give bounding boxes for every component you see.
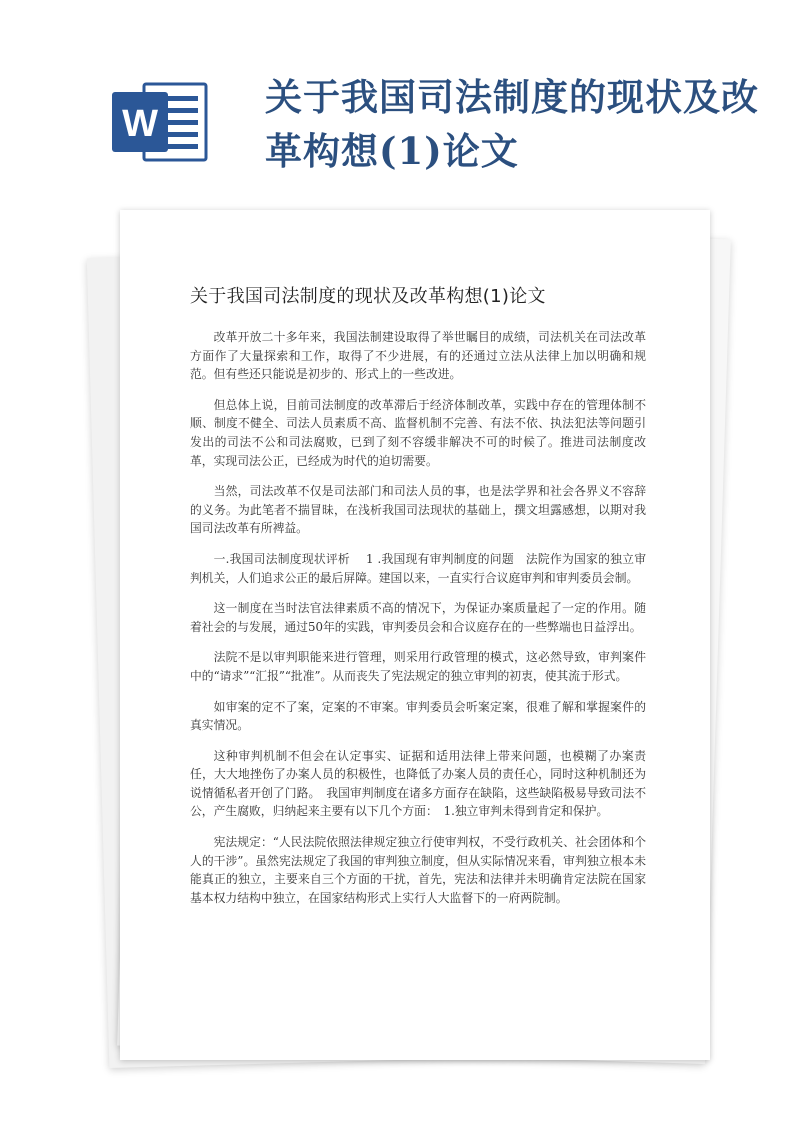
document-body bbox=[190, 328, 646, 919]
paragraph: 改革开放二十多年来，我国法制建设取得了举世瞩目的成绩，司法机关在司法改革方面作了大量探索和工作，取得了不少进展，有的还通过立法从法律上加以明确和规范。但有些还只能说是初步的、形式上的一些改进。 bbox=[190, 330, 646, 382]
paragraph: 这种审判机制不但会在认定事实、证据和适用法律上带来问题，也模糊了办案责任，大大地挫伤了办案人员的积极性，也降低了办案人员的责任心，同时这种机制还为说情循私者开创了门路。 我国审判制度在诸多方面存在缺陷，这些缺陷极易导致司法不公，产生腐败，归纳起来主要有以下几个方面： 1.独立审判未得到肯定和保护。 bbox=[190, 748, 646, 819]
paragraph: 当然，司法改革不仅是司法部门和司法人员的事，也是法学界和社会各界义不容辞的义务。为此笔者不揣冒昧，在浅析我国司法现状的基础上，撰文坦露感想，以期对我国司法改革有所裨益。 bbox=[190, 484, 646, 536]
paragraph: 如审案的定不了案，定案的不审案。审判委员会听案定案，很难了解和掌握案件的真实情况。 bbox=[190, 699, 646, 733]
paragraph: 法院不是以审判职能来进行管理，则采用行政管理的模式，这必然导致，审判案件中的“请求”“汇报”“批准”。从而丧失了宪法规定的独立审判的初衷，使其流于形式。 bbox=[190, 650, 646, 683]
word-document-icon bbox=[110, 80, 210, 164]
paragraph: 但总体上说，目前司法制度的改革滞后于经济体制改革，实践中存在的管理体制不顺、制度不健全、司法人员素质不高、监督机制不完善、有法不依、执法犯法等问题引发出的司法不公和司法腐败，已到了刻不容缓非解决不可的时候了。推进司法制度改革，实现司法公正，已经成为时代的迫切需要。 bbox=[190, 397, 646, 468]
paragraph: 这一制度在当时法官法律素质不高的情况下，为保证办案质量起了一定的作用。随着社会的与发展，通过50年的实践，审判委员会和合议庭存在的一些弊端也日益浮出。 bbox=[190, 601, 646, 634]
paragraph: 宪法规定：“人民法院依照法律规定独立行使审判权，不受行政机关、社会团体和个人的干涉”。虽然宪法规定了我国的审判独立制度，但从实际情况来看，审判独立根本未能真正的独立，主要来自三个方面的干扰，首先，宪法和法律并未明确肯定法院在国家基本权力结构中独立，在国家结构形式上实行人大监督下的一府两院制。 bbox=[190, 835, 646, 905]
document-title: 关于我国司法制度的现状及改革构想(1)论文 bbox=[190, 286, 546, 307]
word-icon-letter: W bbox=[122, 103, 158, 145]
document-page bbox=[120, 210, 710, 1060]
page-header-title: 关于我国司法制度的现状及改革构想(1)论文 bbox=[265, 75, 759, 173]
paragraph: 一.我国司法制度现状评析 1 .我国现有审判制度的问题 法院作为国家的独立审判机关，人们追求公正的最后屏障。建国以来，一直实行合议庭审判和审判委员会制。 bbox=[190, 551, 646, 585]
